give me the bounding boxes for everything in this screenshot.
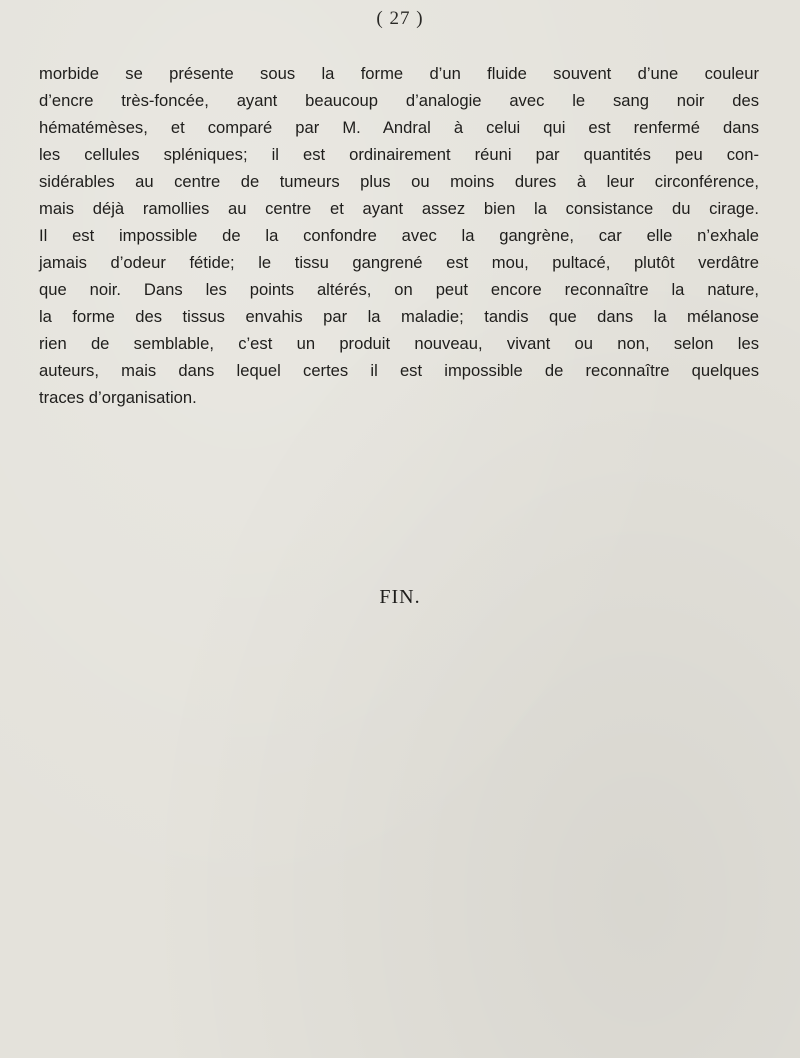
text-line: morbide se présente sous la forme d’un fluide souvent d’une couleur: [39, 64, 759, 83]
text-line: les cellules spléniques; il est ordinairement réuni par quantités peu con-: [39, 145, 759, 164]
text-line: mais déjà ramollies au centre et ayant assez bien la consistance du cirage.: [39, 199, 759, 218]
closing-fin: FIN.: [379, 586, 421, 608]
text-line: rien de semblable, c’est un produit nouveau, vivant ou non, selon les: [39, 334, 759, 353]
text-line: d’encre très-foncée, ayant beaucoup d’analogie avec le sang noir des: [39, 91, 759, 110]
text-line: auteurs, mais dans lequel certes il est impossible de reconnaître quelques: [39, 361, 759, 380]
text-line: traces d’organisation.: [39, 388, 197, 407]
text-line: Il est impossible de la confondre avec la gangrène, car elle n’exhale: [39, 226, 759, 245]
text-line: sidérables au centre de tumeurs plus ou moins dures à leur circonférence,: [39, 172, 759, 191]
body-paragraph: [39, 60, 759, 411]
text-line: jamais d’odeur fétide; le tissu gangrené est mou, pultacé, plutôt verdâtre: [39, 253, 759, 272]
text-line: la forme des tissus envahis par la maladie; tandis que dans la mélanose: [39, 307, 759, 326]
text-line: hématémèses, et comparé par M. Andral à celui qui est renfermé dans: [39, 118, 759, 137]
text-line: que noir. Dans les points altérés, on peut encore reconnaître la nature,: [39, 280, 759, 299]
page-number: ( 27 ): [376, 8, 424, 29]
